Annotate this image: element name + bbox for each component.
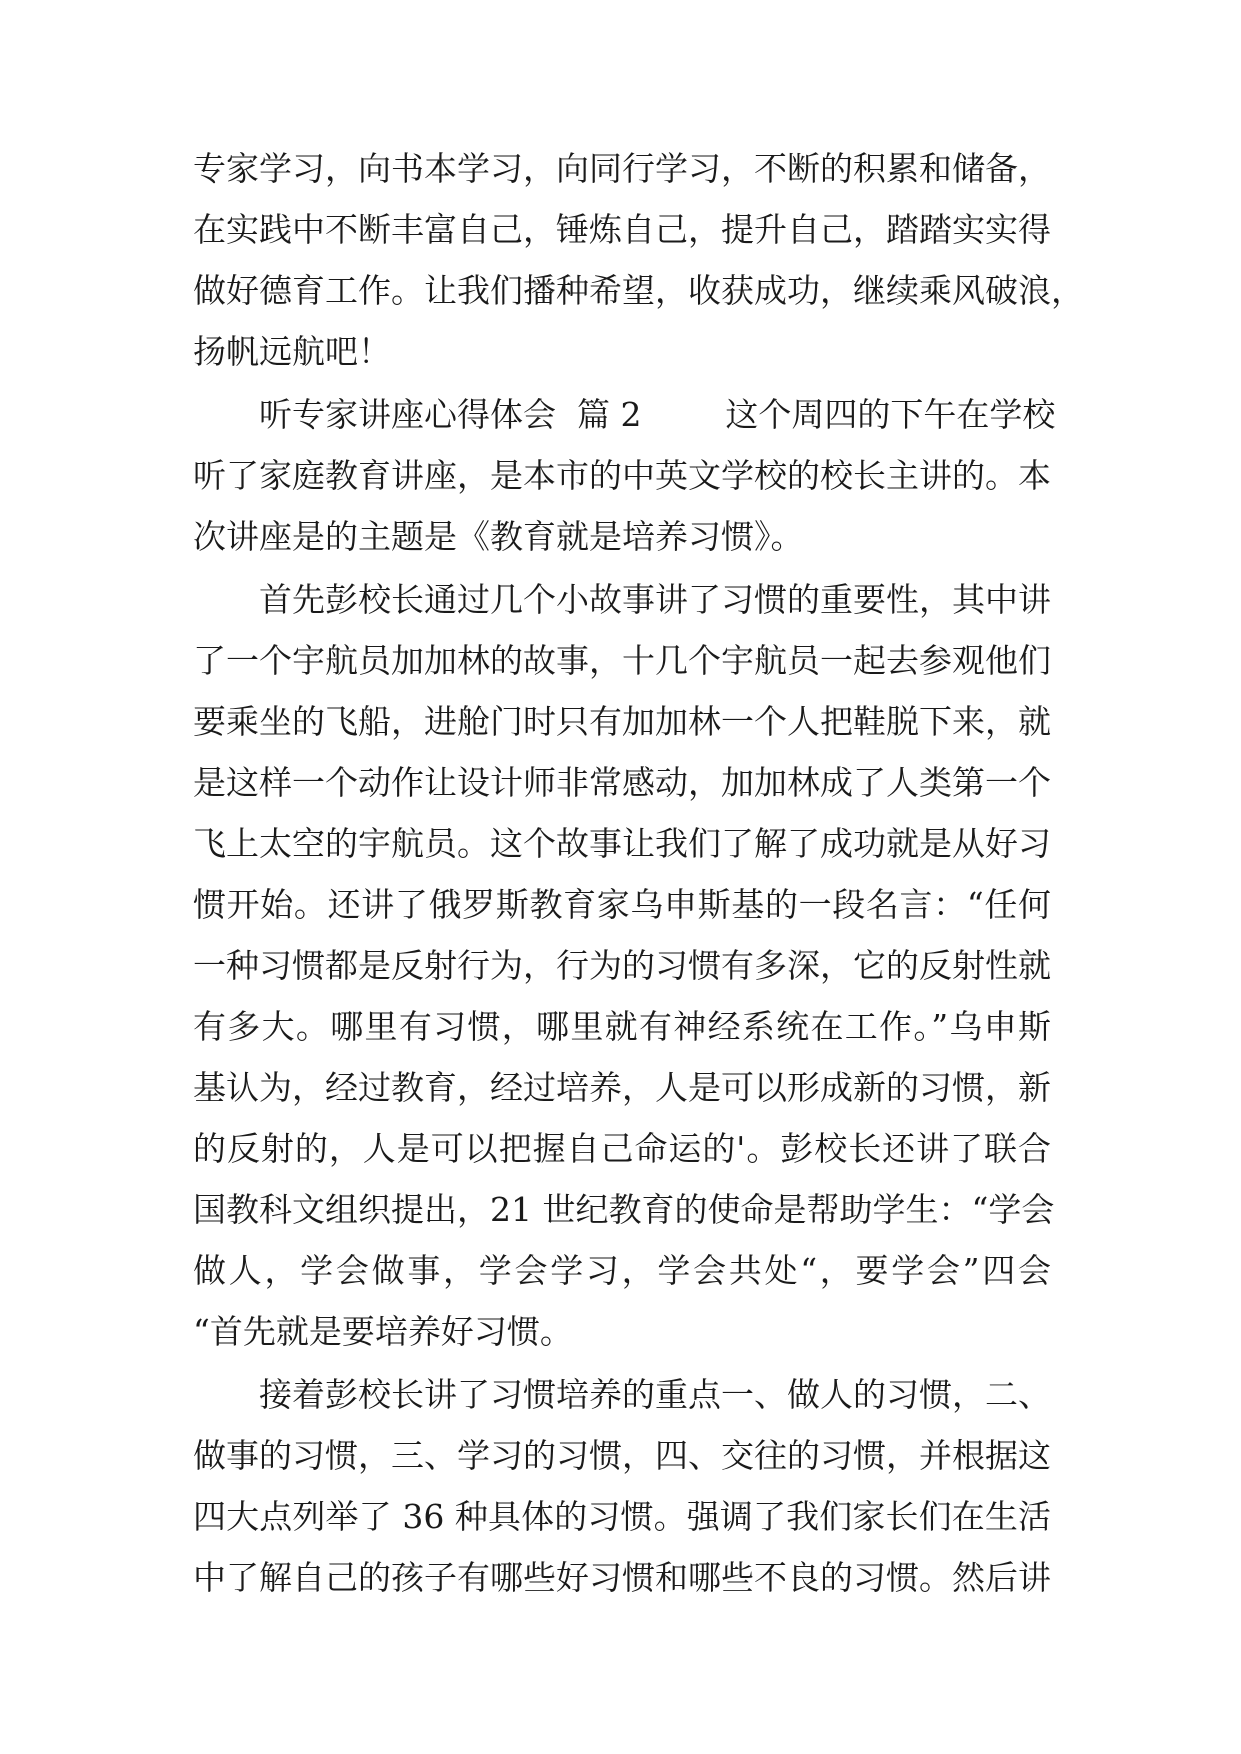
text-line: 首先彭校长通过几个小故事讲了习惯的重要性，其中讲 <box>259 580 1051 619</box>
text-line: “首先就是要培养好习惯。 <box>193 1312 573 1351</box>
text-line: 中了解自己的孩子有哪些好习惯和哪些不良的习惯。然后讲 <box>193 1558 1051 1597</box>
text-line: 做事的习惯，三、学习的习惯，四、交往的习惯，并根据这 <box>193 1436 1051 1475</box>
text-line: 接着彭校长讲了习惯培养的重点一、做人的习惯，二、 <box>259 1375 1051 1414</box>
body-text <box>193 138 1084 1608</box>
text-line: 是这样一个动作让设计师非常感动，加加林成了人类第一个 <box>193 763 1051 802</box>
paragraph-3 <box>193 569 1055 1362</box>
text-line: 扬帆远航吧！ <box>193 332 391 371</box>
text-line: 国教科文组织提出，21 世纪教育的使命是帮助学生：“学会 <box>193 1190 1055 1229</box>
text-line: 要乘坐的飞船，进舱门时只有加加林一个人把鞋脱下来，就 <box>193 702 1051 741</box>
text-line: 做人，学会做事，学会学习，学会共处“，要学会”四会 <box>193 1251 1051 1290</box>
text-line: 四大点列举了 36 种具体的习惯。强调了我们家长们在生活 <box>193 1497 1051 1536</box>
text-line: 基认为，经过教育，经过培养，人是可以形成新的习惯，新 <box>193 1068 1051 1107</box>
paragraph-4 <box>193 1364 1051 1608</box>
text-line: 飞上太空的宇航员。这个故事让我们了解了成功就是从好习 <box>193 824 1051 863</box>
section-heading-line: 听专家讲座心得体会 篇 2 这个周四的下午在学校 <box>259 395 1056 434</box>
text-line: 在实践中不断丰富自己，锤炼自己，提升自己，踏踏实实得 <box>193 210 1051 249</box>
text-line: 专家学习，向书本学习，向同行学习，不断的积累和储备， <box>193 149 1051 188</box>
text-line: 做好德育工作。让我们播种希望，收获成功，继续乘风破浪， <box>193 271 1084 310</box>
text-line: 一种习惯都是反射行为，行为的习惯有多深，它的反射性就 <box>193 946 1051 985</box>
paragraph-2 <box>193 384 1056 567</box>
text-line: 的反射的，人是可以把握自己命运的'。彭校长还讲了联合 <box>193 1129 1051 1168</box>
text-line: 听了家庭教育讲座，是本市的中英文学校的校长主讲的。本 <box>193 456 1051 495</box>
text-line: 了一个宇航员加加林的故事，十几个宇航员一起去参观他们 <box>193 641 1051 680</box>
text-line: 有多大。哪里有习惯，哪里就有神经系统在工作。”乌申斯 <box>193 1007 1051 1046</box>
paragraph-1 <box>193 138 1084 382</box>
text-line: 次讲座是的主题是《教育就是培养习惯》。 <box>193 517 804 556</box>
text-line: 惯开始。还讲了俄罗斯教育家乌申斯基的一段名言：“任何 <box>193 885 1051 924</box>
